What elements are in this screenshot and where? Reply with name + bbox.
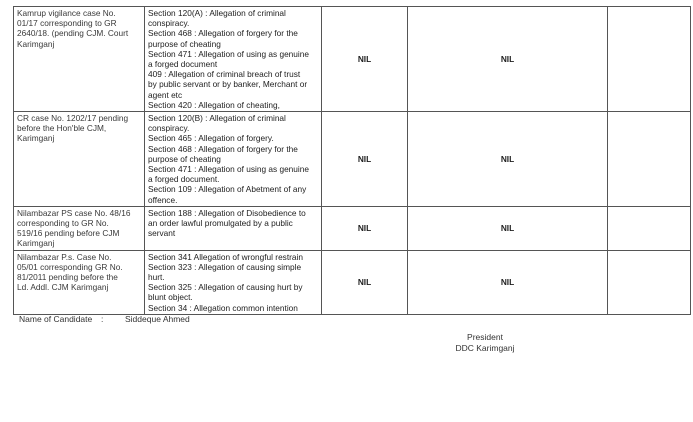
nil-cell: NIL: [322, 112, 408, 207]
case-line: 519/16 pending before CJM: [17, 228, 120, 239]
section-line: 409 : Allegation of criminal breach of trust: [148, 69, 301, 80]
section-line: purpose of cheating: [148, 38, 221, 49]
case-line: Ld. Addl. CJM Karimganj: [17, 282, 109, 293]
case-line: 01/17 corresponding to GR: [17, 18, 117, 29]
case-line: CR case No. 1202/17 pending: [17, 113, 129, 124]
table-row: [14, 206, 691, 250]
section-line: agent etc: [148, 89, 183, 100]
section-line: purpose of cheating: [148, 153, 221, 164]
nil-cell: NIL: [408, 206, 608, 250]
section-line: conspiracy.: [148, 123, 190, 134]
blank-cell: [608, 112, 691, 207]
nil-cell: NIL: [322, 250, 408, 314]
section-line: Section 109 : Allegation of Abetment of any: [148, 184, 307, 195]
candidate-colon: :: [101, 314, 104, 324]
blank-cell: [608, 250, 691, 314]
case-cell: [14, 7, 145, 112]
case-line: before the Hon'ble CJM,: [17, 123, 107, 134]
blank-cell: [608, 206, 691, 250]
case-line: Kamrup vigilance case No.: [17, 8, 116, 18]
nil-cell: NIL: [408, 112, 608, 207]
section-line: Section 120(A) : Allegation of criminal: [148, 8, 286, 18]
section-line: by public servant or by banker, Merchant or: [148, 79, 308, 90]
section-line: Section 34 : Allegation common intention: [148, 302, 298, 313]
section-line: an order lawful promulgated by a public: [148, 218, 293, 229]
sections-cell: [145, 206, 322, 250]
nil-cell: NIL: [322, 7, 408, 112]
section-line: Section 465 : Allegation of forgery.: [148, 133, 274, 144]
candidate-line: [19, 314, 190, 324]
nil-cell: NIL: [408, 7, 608, 112]
nil-cell: NIL: [408, 250, 608, 314]
sections-cell: [145, 250, 322, 314]
case-line: Nilambazar PS case No. 48/16: [17, 207, 131, 218]
candidate-name: Siddeque Ahmed: [125, 314, 190, 324]
section-line: offence.: [148, 194, 178, 205]
section-line: Section 341 Allegation of wrongful restrain: [148, 251, 303, 262]
section-line: Section 471 : Allegation of using as genuine: [148, 164, 309, 175]
case-cell: [14, 112, 145, 207]
section-line: Section 420 : Allegation of cheating,: [148, 99, 280, 110]
table-row: [14, 112, 691, 207]
nil-cell: NIL: [322, 206, 408, 250]
table-row: [14, 250, 691, 314]
section-line: Section 468 : Allegation of forgery for the: [148, 143, 298, 154]
case-line: 2640/18. (pending CJM. Court: [17, 28, 129, 39]
section-line: Section 468 : Allegation of forgery for the: [148, 28, 298, 39]
section-line: a forged document.: [148, 174, 220, 185]
case-line: Karimganj: [17, 238, 55, 249]
section-line: blunt object.: [148, 292, 193, 303]
section-line: a forged document: [148, 59, 218, 70]
section-line: conspiracy.: [148, 18, 190, 29]
section-line: Section 120(B) : Allegation of criminal: [148, 113, 286, 124]
section-line: servant: [148, 228, 176, 239]
case-line: 81/2011 pending before the: [17, 272, 118, 283]
table-row: [14, 7, 691, 112]
case-line: Karimganj: [17, 133, 55, 144]
section-line: Section 471 : Allegation of using as genuine: [148, 48, 309, 59]
case-cell: [14, 250, 145, 314]
signature-org: DDC Karimganj: [455, 342, 515, 353]
criminal-cases-table: [13, 6, 691, 315]
case-line: Karimganj: [17, 38, 55, 49]
case-line: corresponding to GR No.: [17, 218, 109, 229]
blank-cell: [608, 7, 691, 112]
sections-cell: [145, 112, 322, 207]
section-line: Section 325 : Allegation of causing hurt by: [148, 282, 303, 293]
signature-block: [440, 332, 530, 353]
case-line: Nilambazar P.s. Case No.: [17, 251, 112, 262]
candidate-label: Name of Candidate: [19, 314, 93, 324]
section-line: hurt.: [148, 272, 165, 283]
sections-cell: [145, 7, 322, 112]
signature-title: President: [467, 332, 503, 342]
section-line: Section 323 : Allegation of causing simple: [148, 261, 302, 272]
section-line: Section 188 : Allegation of Disobedience to: [148, 207, 306, 218]
case-line: 05/01 corresponding GR No.: [17, 261, 123, 272]
case-cell: [14, 206, 145, 250]
